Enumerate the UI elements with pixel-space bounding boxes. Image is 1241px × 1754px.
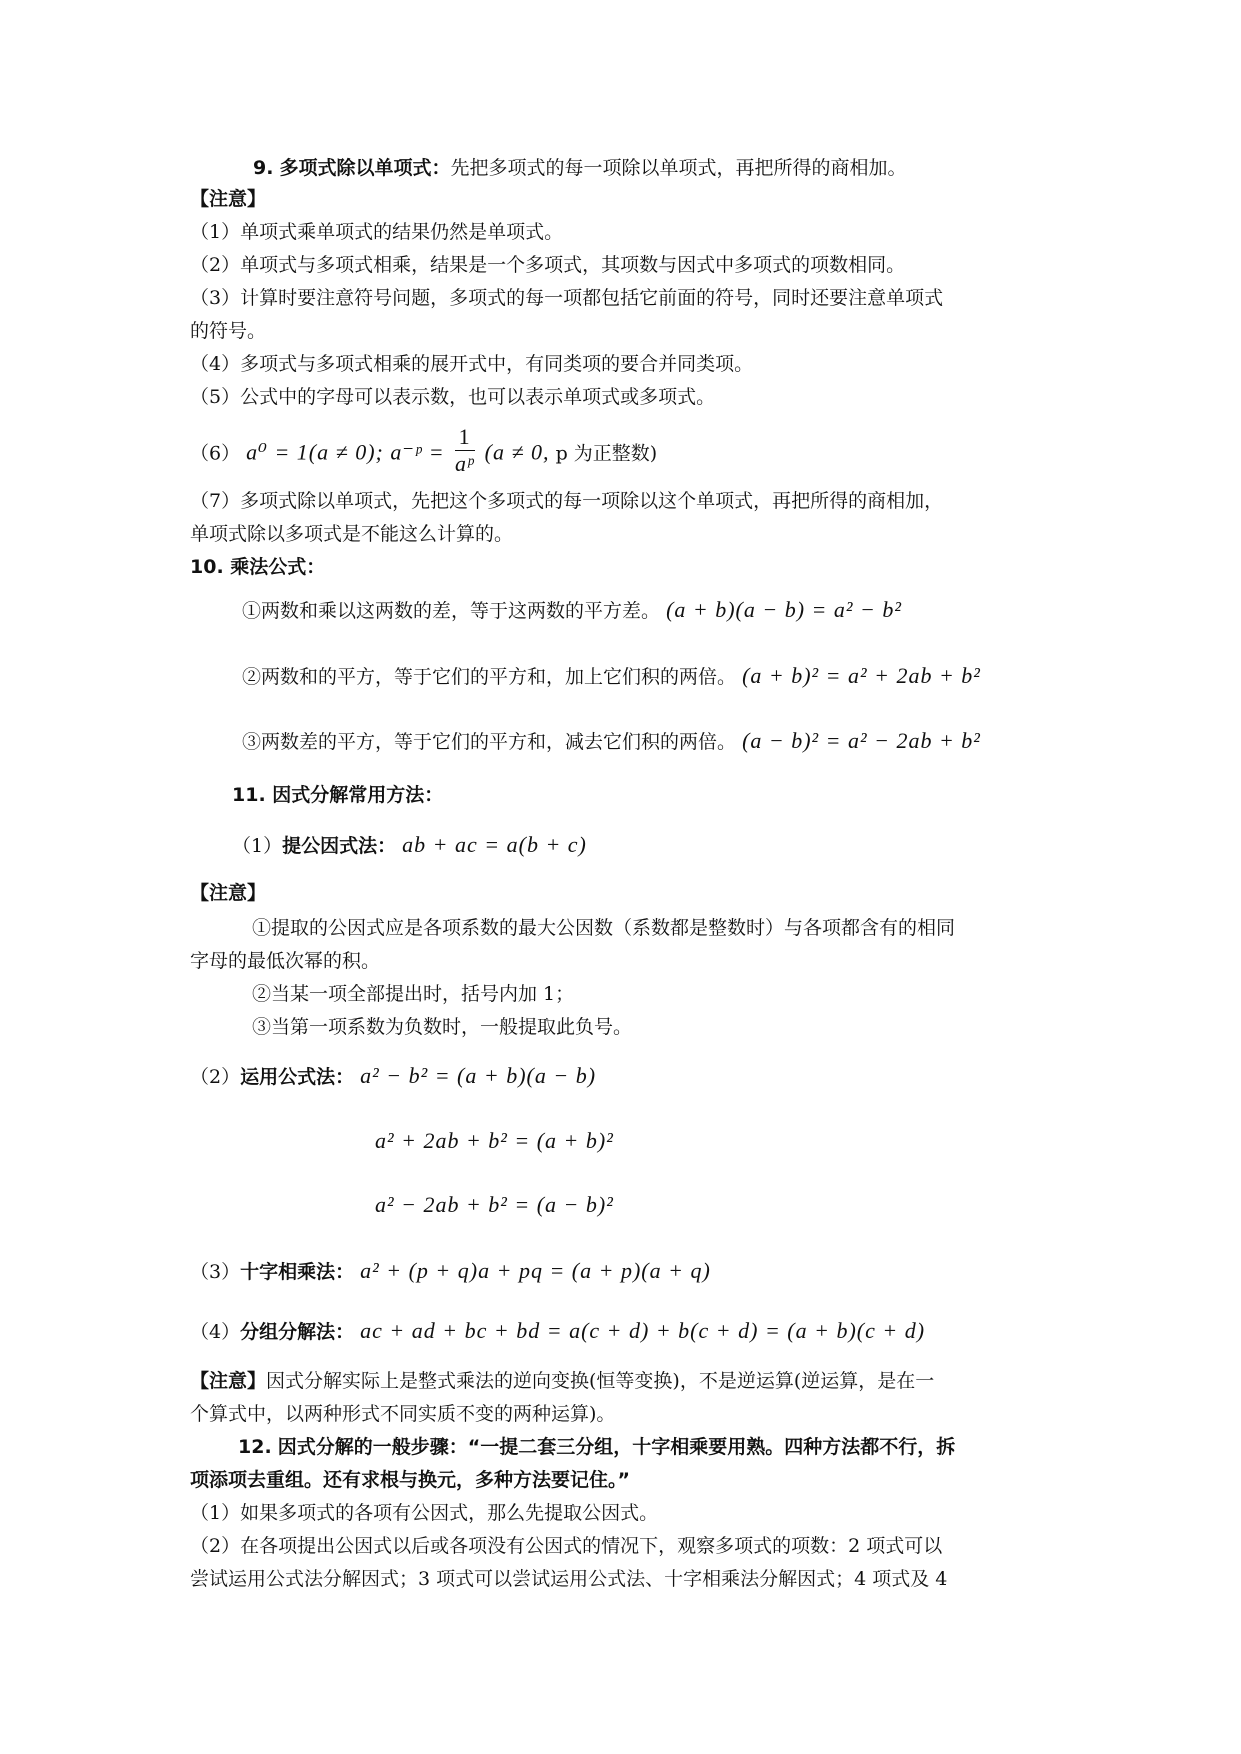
item-label: （6） (190, 442, 241, 465)
method-label: （2） (190, 1066, 241, 1088)
section-10-heading: 10. 乘法公式： (190, 556, 326, 578)
method-formula-line-2 (375, 1128, 614, 1155)
method-formula: a² − 2ab + b² = (a − b)² (375, 1192, 614, 1217)
fraction (455, 424, 475, 477)
note-item-2: （2）单项式与多项式相乘，结果是一个多项式，其项数与因式中多项式的项数相同。 (190, 254, 906, 276)
section-12-heading-cont: 项添项去重组。还有求根与换元，多种方法要记住。” (190, 1469, 630, 1491)
note-point-2: ②当某一项全部提出时，括号内加 1； (252, 983, 575, 1005)
formula-expression: (a − b)² = a² − 2ab + b² (742, 728, 981, 753)
note-factorization-cont: 个算式中，以两种形式不同实质不变的两种运算)。 (190, 1403, 616, 1425)
section-title: 多项式除以单项式： (279, 157, 451, 179)
note-point-3: ③当第一项系数为负数时，一般提取此负号。 (252, 1016, 633, 1038)
note-item-3-cont: 的符号。 (190, 320, 267, 342)
note-factorization (190, 1368, 934, 1394)
method-title: 十字相乘法： (240, 1261, 355, 1283)
note-heading: 【注意】 (190, 188, 267, 210)
method-label: （4） (190, 1321, 241, 1343)
note-label: 【注意】 (190, 1370, 267, 1392)
method-title: 分组分解法： (240, 1321, 355, 1343)
fraction-numerator: 1 (455, 424, 475, 451)
section-number: 12. (238, 1436, 272, 1458)
condition-formula: (a ≠ 0, (484, 439, 550, 465)
note-item-4: （4）多项式与多项式相乘的展开式中，有同类项的要合并同类项。 (190, 353, 754, 375)
note-point-1: ①提取的公因式应是各项系数的最大公因数（系数都是整数时）与各项都含有的相同 (252, 917, 956, 939)
method-label: （1） (232, 835, 283, 857)
method-title: 提公因式法： (282, 835, 397, 857)
note-item-5: （5）公式中的字母可以表示数，也可以表示单项式或多项式。 (190, 386, 716, 408)
method-formula: ab + ac = a(b + c) (402, 832, 587, 857)
condition-text: p 为正整数) (555, 442, 658, 465)
formula-square-of-sum (242, 663, 981, 690)
step-2-cont: 尝试运用公式法分解因式；3 项式可以尝试运用公式法、十字相乘法分解因式；4 项式及 4 (190, 1568, 948, 1590)
note-point-1-cont: 字母的最低次幂的积。 (190, 950, 381, 972)
section-9-heading (253, 155, 907, 181)
note-heading-2: 【注意】 (190, 882, 267, 904)
formula-square-of-difference (242, 728, 981, 755)
note-item-7: （7）多项式除以单项式，先把这个多项式的每一项除以这个单项式，再把所得的商相加， (190, 490, 944, 512)
method-grouping (190, 1318, 925, 1345)
section-text: 先把多项式的每一项除以单项式，再把所得的商相加。 (450, 157, 907, 179)
method-formula-line-3 (375, 1192, 614, 1219)
formula-difference-of-squares (242, 597, 902, 624)
formula-expression: (a + b)² = a² + 2ab + b² (742, 663, 981, 688)
section-12-heading (238, 1434, 955, 1460)
note-item-1: （1）单项式乘单项式的结果仍然是单项式。 (190, 221, 564, 243)
method-title: 运用公式法： (240, 1066, 355, 1088)
note-text: 因式分解实际上是整式乘法的逆向变换(恒等变换)，不是逆运算(逆运算，是在一 (266, 1370, 935, 1392)
method-formula: a² + 2ab + b² = (a + b)² (375, 1128, 614, 1153)
note-item-6 (190, 424, 658, 481)
formula-expression: (a + b)(a − b) = a² − b² (666, 597, 902, 622)
exponent-formula: a⁰ = 1(a ≠ 0); a⁻ᵖ = (246, 439, 445, 465)
formula-description: ①两数和乘以这两数的差，等于这两数的平方差。 (242, 600, 661, 622)
method-formula: a² − b² = (a + b)(a − b) (360, 1063, 597, 1088)
formula-description: ③两数差的平方，等于它们的平方和，减去它们积的两倍。 (242, 731, 737, 753)
method-formula: a² + (p + q)a + pq = (a + p)(a + q) (360, 1258, 711, 1283)
note-item-3: （3）计算时要注意符号问题，多项式的每一项都包括它前面的符号，同时还要注意单项式 (190, 287, 944, 309)
method-label: （3） (190, 1261, 241, 1283)
step-2: （2）在各项提出公因式以后或各项没有公因式的情况下，观察多项式的项数：2 项式可以 (190, 1535, 943, 1557)
fraction-denominator: aᵖ (454, 451, 475, 476)
section-number: 9. (253, 157, 274, 179)
method-formula-application (190, 1063, 596, 1090)
step-1: （1）如果多项式的各项有公因式，那么先提取公因式。 (190, 1502, 659, 1524)
section-title: 因式分解的一般步骤：“一提二套三分组，十字相乘要用熟。四种方法都不行，拆 (277, 1436, 956, 1458)
section-11-heading: 11. 因式分解常用方法： (232, 784, 444, 806)
formula-description: ②两数和的平方，等于它们的平方和，加上它们积的两倍。 (242, 666, 737, 688)
method-common-factor (232, 832, 587, 859)
method-cross-multiplication (190, 1258, 711, 1285)
note-item-7-cont: 单项式除以多项式是不能这么计算的。 (190, 523, 514, 545)
method-formula: ac + ad + bc + bd = a(c + d) + b(c + d) = (a + b)(c + d) (360, 1318, 926, 1343)
